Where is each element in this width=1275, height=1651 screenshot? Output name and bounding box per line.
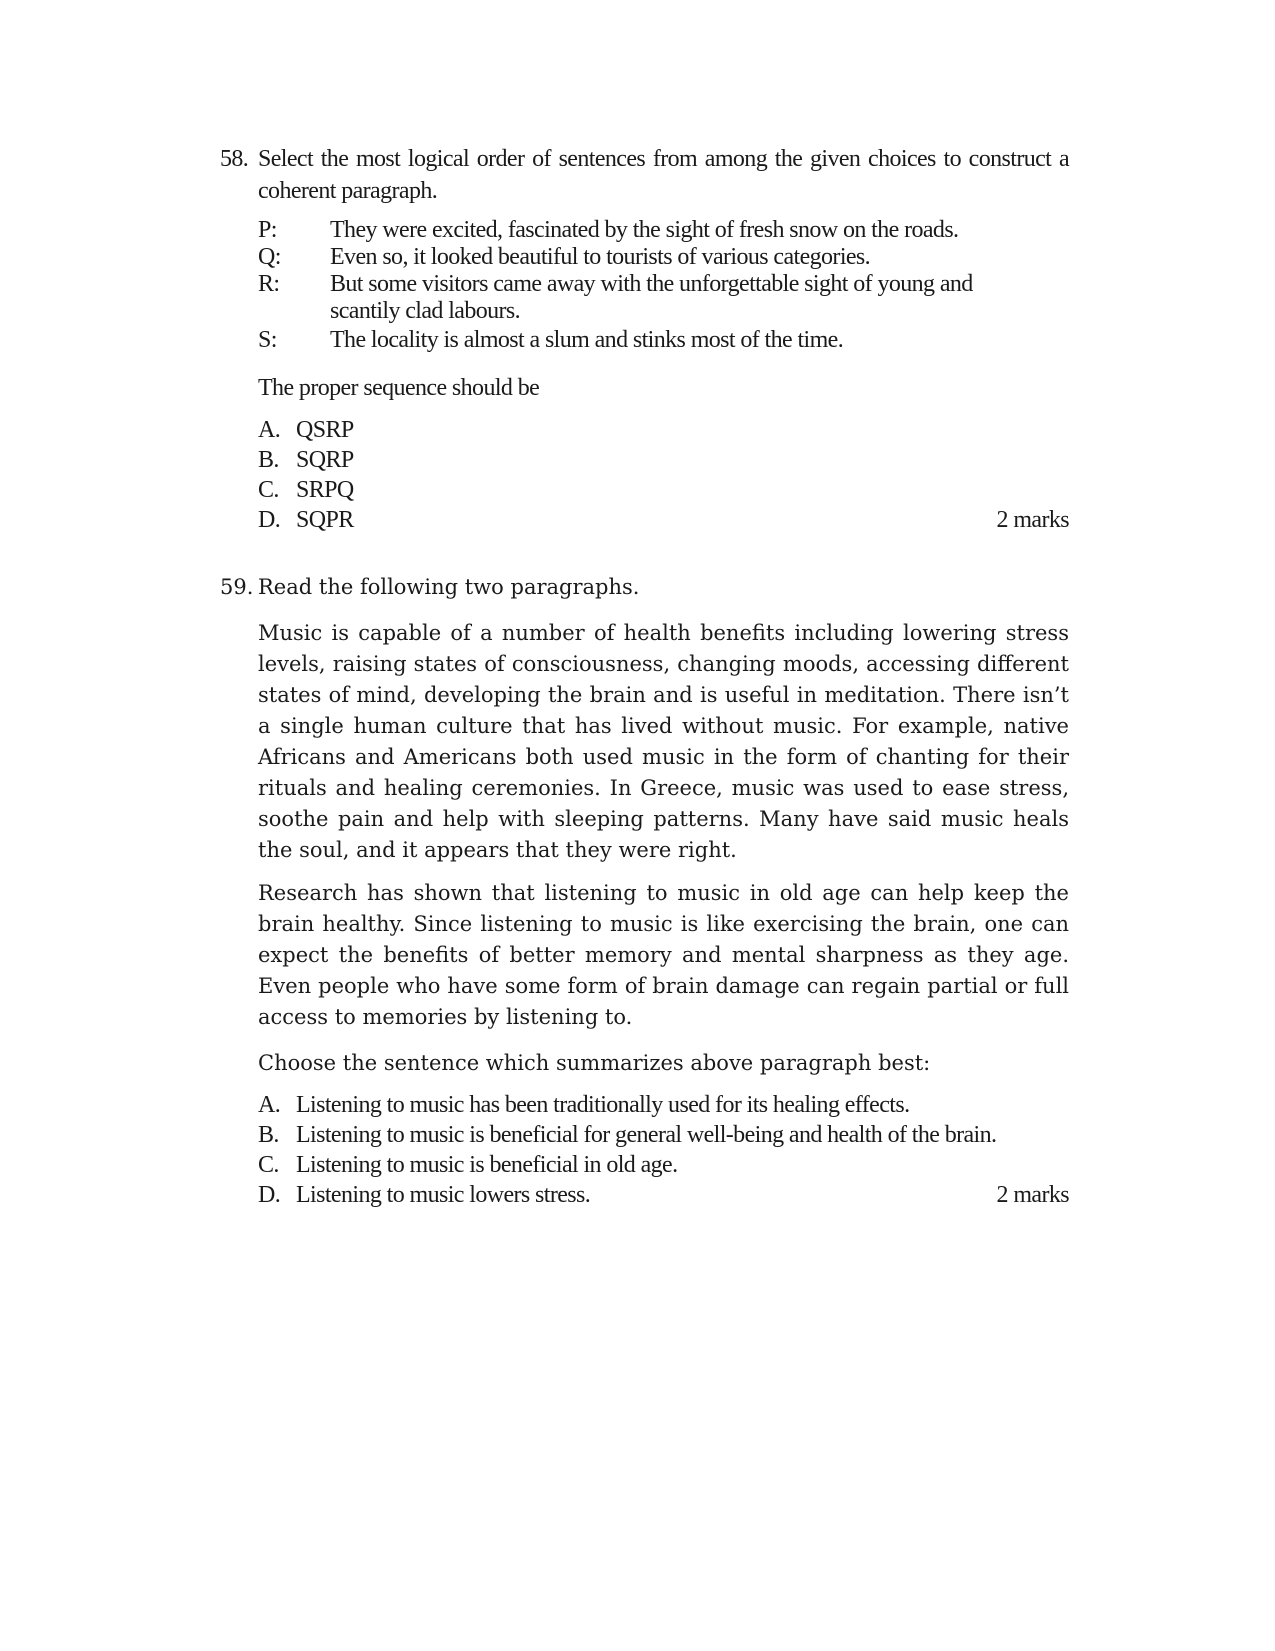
- option-text: QSRP: [296, 417, 354, 443]
- question-58-sentences: [258, 217, 1069, 354]
- option-a[interactable]: [258, 415, 1069, 445]
- question-58-stem: Select the most logical order of sentences from among the given choices to construct a coherent paragraph.: [258, 146, 1069, 204]
- question-59-number: 59.: [220, 575, 254, 599]
- question-59-stem: Read the following two paragraphs.: [258, 575, 640, 599]
- option-d[interactable]: [258, 1180, 1069, 1210]
- option-key: C.: [258, 477, 279, 503]
- option-c[interactable]: [258, 1150, 1069, 1180]
- option-key: A.: [258, 1092, 281, 1118]
- sentence-s: [258, 327, 1069, 354]
- question-59-paragraph-1: Music is capable of a number of health benefits including lowering stress levels, raising states of consciousness, changing moods, accessing different states of mind, developing the brain and is useful in meditation. There isn’t a single human culture that has lived without music. For example, native Africans and Americans both used music in the form of chanting for their rituals and healing ceremonies. In Greece, music was used to ease stress, soothe pain and help with sleeping patterns. Many have said music heals the soul, and it appears that they were right.: [258, 621, 1069, 862]
- option-key: A.: [258, 417, 281, 443]
- sentence-text: The locality is almost a slum and stinks most of the time.: [330, 327, 844, 353]
- question-59-paragraph-2: Research has shown that listening to music in old age can help keep the brain healthy. Since listening to music is like exercising the brain, one can expect the benefits of better memory and mental sharpness as they age. Even people who have some form of brain damage can regain partial or full access to memories by listening to.: [258, 881, 1069, 1029]
- option-text: SQRP: [296, 447, 354, 473]
- sentence-key: R:: [258, 271, 280, 297]
- option-key: C.: [258, 1152, 279, 1178]
- sentence-text: But some visitors came away with the unforgettable sight of young and scantily clad labours.: [330, 271, 973, 324]
- option-key: B.: [258, 1122, 279, 1148]
- option-text: SRPQ: [296, 477, 354, 503]
- sentence-p: [258, 217, 1069, 244]
- question-58-options: [258, 415, 1069, 535]
- sentence-text: Even so, it looked beautiful to tourists of various categories.: [330, 244, 871, 270]
- sentence-key: Q:: [258, 244, 281, 270]
- option-text: Listening to music lowers stress.: [296, 1182, 591, 1208]
- option-key: D.: [258, 507, 281, 533]
- question-59-options: [258, 1090, 1069, 1210]
- option-b[interactable]: [258, 1120, 1069, 1150]
- option-text: Listening to music is beneficial for general well-being and health of the brain.: [296, 1122, 997, 1148]
- option-key: D.: [258, 1182, 281, 1208]
- sentence-text: They were excited, fascinated by the sight of fresh snow on the roads.: [330, 217, 959, 243]
- sentence-q: [258, 244, 1069, 271]
- option-text: Listening to music has been traditionally used for its healing effects.: [296, 1092, 910, 1118]
- sentence-key: P:: [258, 217, 277, 243]
- option-c[interactable]: [258, 475, 1069, 505]
- question-59-marks: 2 marks: [996, 1182, 1069, 1208]
- option-b[interactable]: [258, 445, 1069, 475]
- sentence-key: S:: [258, 327, 277, 353]
- option-d[interactable]: [258, 505, 1069, 535]
- option-key: B.: [258, 447, 279, 473]
- question-59-prompt: Choose the sentence which summarizes above paragraph best:: [258, 1051, 931, 1075]
- option-text: SQPR: [296, 507, 354, 533]
- question-58-number: 58.: [220, 146, 249, 172]
- question-58-prompt: The proper sequence should be: [258, 375, 540, 401]
- option-text: Listening to music is beneficial in old age.: [296, 1152, 678, 1178]
- question-58-marks: 2 marks: [996, 507, 1069, 533]
- option-a[interactable]: [258, 1090, 1069, 1120]
- sentence-r: [258, 271, 1069, 325]
